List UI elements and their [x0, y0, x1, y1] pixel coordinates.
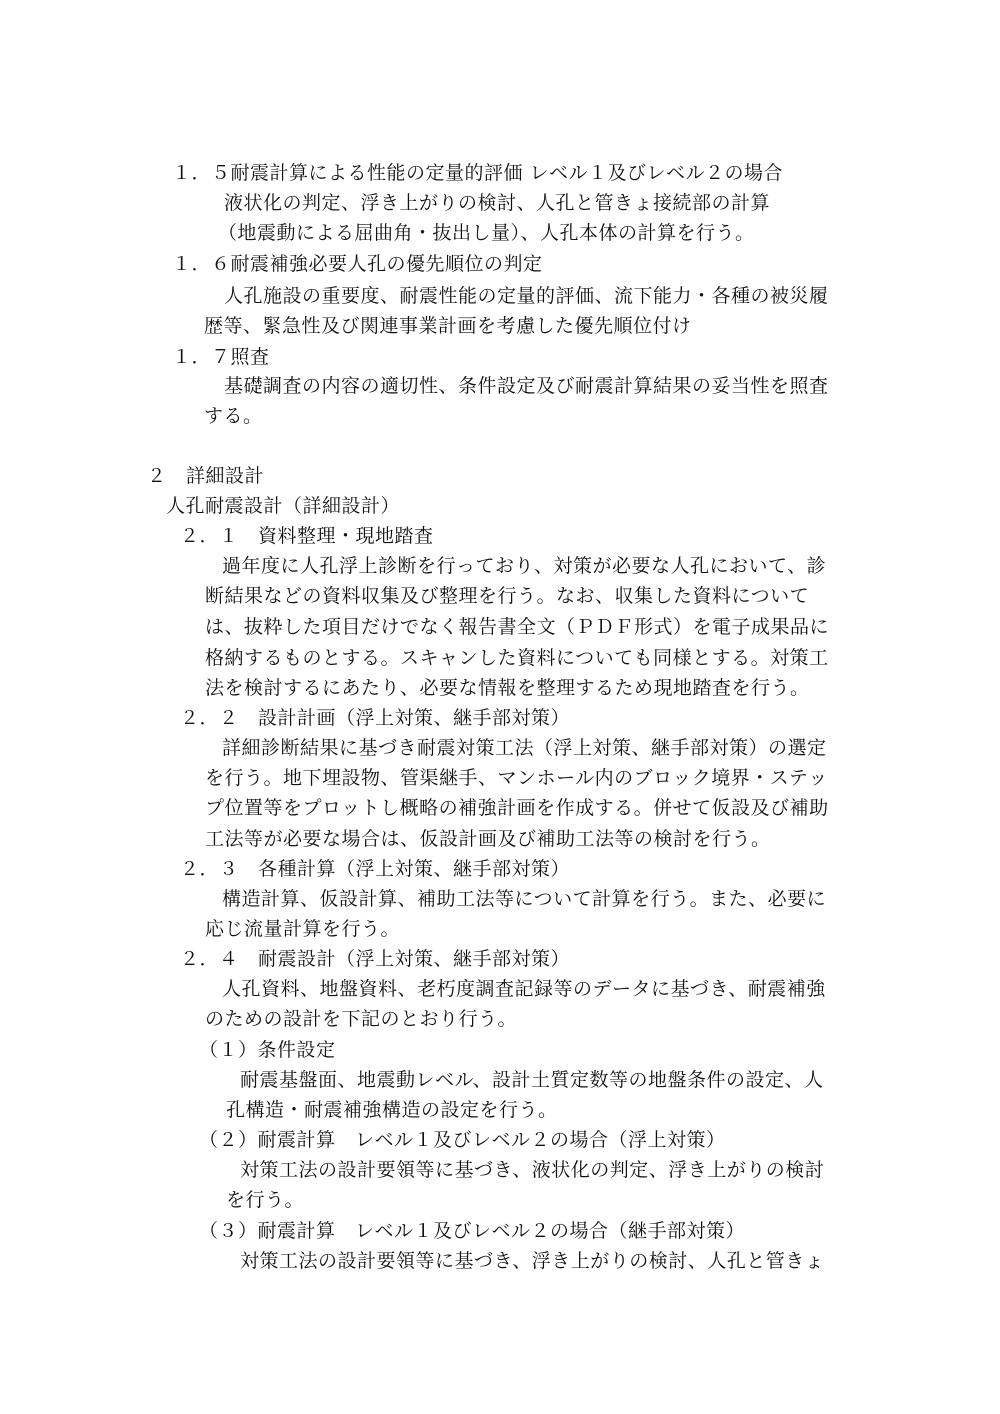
section-2-2-line-2: を行う。地下埋設物、管渠継手、マンホール内のブロック境界・ステッ	[205, 767, 828, 789]
item-2-line-2: を行う。	[226, 1189, 305, 1211]
section-2-3-line-2: 応じ流量計算を行う。	[205, 918, 401, 940]
item-2-heading: （２）耐震計算 レベル１及びレベル２の場合（浮上対策）	[199, 1129, 726, 1151]
section-2-1-line-5: 法を検討するにあたり、必要な情報を整理するため現地踏査を行う。	[205, 677, 810, 699]
section-2-4-heading: ２．４ 耐震設計（浮上対策、継手部対策）	[180, 948, 571, 970]
section-2-1-heading: ２．１ 資料整理・現地踏査	[180, 525, 434, 547]
section-2-4-line-2: のための設計を下記のとおり行う。	[205, 1008, 518, 1030]
section-1-7-heading: １．７照査	[172, 346, 270, 368]
section-2-1-line-3: は、抜粋した項目だけでなく報告書全文（ＰＤＦ形式）を電子成果品に	[205, 616, 830, 638]
section-1-6-line-2: 歴等、緊急性及び関連事業計画を考慮した優先順位付け	[204, 315, 692, 337]
chapter-2-subheading: 人孔耐震設計（詳細設計）	[166, 495, 401, 517]
section-2-3-heading: ２．３ 各種計算（浮上対策、継手部対策）	[180, 858, 571, 880]
section-2-2-line-3: プ位置等をプロットし概略の補強計画を作成する。併せて仮設及び補助	[205, 797, 829, 819]
item-1-heading: （１）条件設定	[199, 1039, 336, 1061]
section-2-4-line-1: 人孔資料、地盤資料、老朽度調査記録等のデータに基づき、耐震補強	[222, 978, 826, 1000]
section-1-5-heading: １．５耐震計算による性能の定量的評価 レベル１及びレベル２の場合	[172, 162, 784, 184]
section-2-2-heading: ２．２ 設計計画（浮上対策、継手部対策）	[180, 707, 571, 729]
section-1-5-line-1: 液状化の判定、浮き上がりの検討、人孔と管きょ接続部の計算	[224, 192, 771, 214]
item-1-line-1: 耐震基盤面、地震動レベル、設計土質定数等の地盤条件の設定、人	[240, 1069, 824, 1091]
section-2-2-line-1: 詳細診断結果に基づき耐震対策工法（浮上対策、継手部対策）の選定	[222, 737, 827, 759]
section-2-1-line-4: 格納するものとする。スキャンした資料についても同様とする。対策工	[205, 647, 829, 669]
item-3-heading: （３）耐震計算 レベル１及びレベル２の場合（継手部対策）	[199, 1220, 746, 1242]
item-3-line-1: 対策工法の設計要領等に基づき、浮き上がりの検討、人孔と管きょ	[240, 1250, 825, 1272]
chapter-2-heading: ２ 詳細設計	[147, 465, 265, 487]
section-2-2-line-4: 工法等が必要な場合は、仮設計画及び補助工法等の検討を行う。	[205, 828, 771, 850]
section-1-5-line-2: （地震動による屈曲角・抜出し量）、人孔本体の計算を行う。	[218, 222, 755, 244]
section-1-6-heading: １．６耐震補強必要人孔の優先順位の判定	[172, 253, 543, 275]
section-2-1-line-2: 断結果などの資料収集及び整理を行う。なお、収集した資料について	[205, 585, 810, 607]
section-1-6-line-1: 人孔施設の重要度、耐震性能の定量的評価、流下能力・各種の被災履	[224, 285, 829, 307]
section-1-7-line-2: する。	[204, 405, 263, 427]
item-1-line-2: 孔構造・耐震補強構造の設定を行う。	[226, 1099, 558, 1121]
section-2-1-line-1: 過年度に人孔浮上診断を行っており、対策が必要な人孔において、診	[222, 555, 827, 577]
item-2-line-1: 対策工法の設計要領等に基づき、液状化の判定、浮き上がりの検討	[240, 1159, 825, 1181]
section-1-7-line-1: 基礎調査の内容の適切性、条件設定及び耐震計算結果の妥当性を照査	[224, 375, 829, 397]
section-2-3-line-1: 構造計算、仮設計算、補助工法等について計算を行う。また、必要に	[222, 888, 827, 910]
